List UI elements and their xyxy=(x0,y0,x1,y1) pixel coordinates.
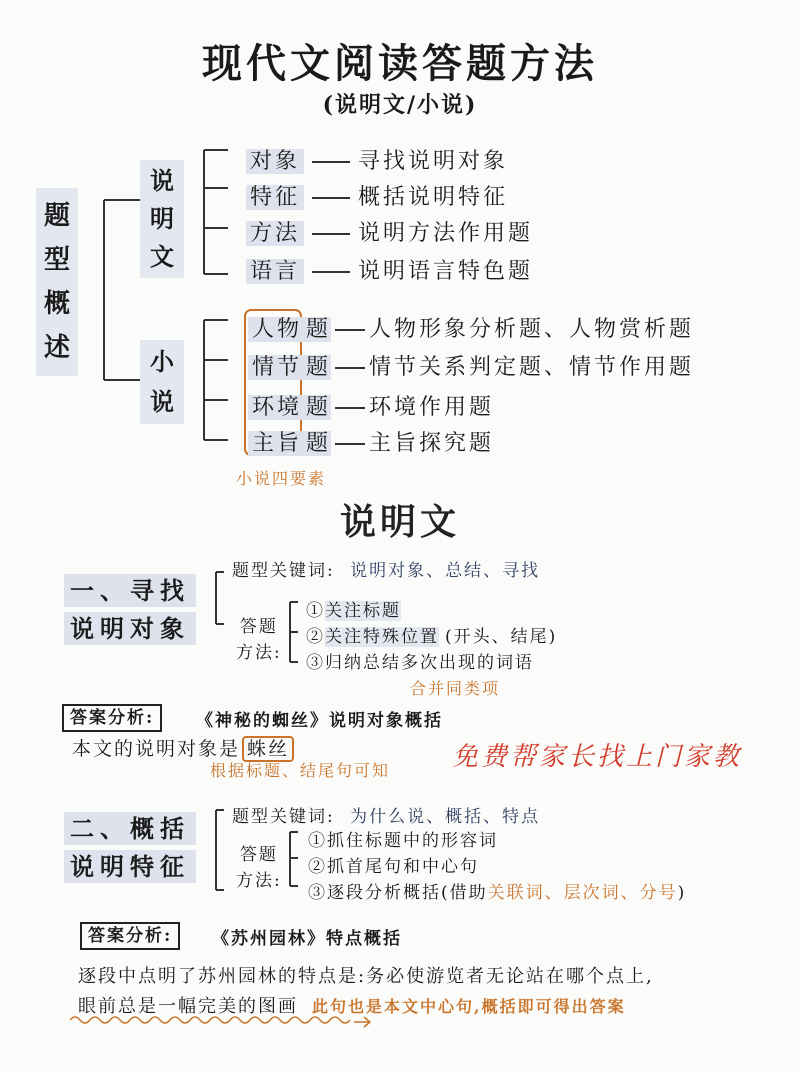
sec2-title-line: 二、概括 xyxy=(60,810,200,848)
fiction-item xyxy=(248,390,494,421)
fiction-label xyxy=(140,340,184,424)
wavy-underline xyxy=(70,1012,770,1032)
expository-char: 说 xyxy=(150,166,174,195)
sec1-title-line: 说明对象 xyxy=(60,610,200,648)
dash xyxy=(312,161,350,163)
item-desc: 环境作用题 xyxy=(369,395,495,420)
sec2-answer-source: 《苏州园林》特点概括 xyxy=(212,929,402,949)
item-suffix: 题 xyxy=(306,317,332,342)
sec2-method-label: 答题 方法: xyxy=(236,845,282,891)
expository-char: 文 xyxy=(150,242,174,271)
fiction-item xyxy=(248,312,694,343)
dash xyxy=(312,233,350,235)
sec2-step: ①抓住标题中的形容词 xyxy=(308,831,498,851)
item-desc: 情节关系判定题、情节作用题 xyxy=(369,355,695,380)
expository-item xyxy=(246,144,508,175)
page-subtitle: (说明文/小说) xyxy=(322,92,478,118)
expository-item xyxy=(246,180,508,211)
overview-char: 型 xyxy=(43,245,70,275)
fiction-item xyxy=(248,350,694,381)
keywords-values: 为什么说、概括、特点 xyxy=(350,807,541,827)
overview-char: 概 xyxy=(43,289,70,319)
sec2-answer-note: 此句也是本文中心句,概括即可得出答案 xyxy=(312,997,626,1016)
sec1-step: ①关注标题 xyxy=(306,601,401,621)
sec1-step: ③归纳总结多次出现的词语 xyxy=(306,653,534,673)
fiction-char: 小 xyxy=(150,347,174,376)
keywords-label: 题型关键词: xyxy=(232,807,335,827)
item-term: 情节 xyxy=(248,355,306,380)
keywords-values: 说明对象、总结、寻找 xyxy=(350,561,541,581)
dash xyxy=(335,367,365,369)
sec1-step: ②关注特殊位置 (开头、结尾) xyxy=(306,627,558,647)
sec1-answer-text: 本文的说明对象是 蛛丝 xyxy=(72,734,294,761)
dash xyxy=(335,407,365,409)
item-suffix: 题 xyxy=(306,395,332,420)
dash xyxy=(312,197,350,199)
sec1-answer-label: 答案分析: xyxy=(62,704,162,732)
watermark-text: 免费帮家长找上门家教 xyxy=(452,742,743,772)
item-suffix: 题 xyxy=(306,431,332,456)
page-title: 现代文阅读答题方法 xyxy=(202,40,598,87)
sec2-answer-label: 答案分析: xyxy=(80,922,180,950)
keywords-label: 题型关键词: xyxy=(232,561,335,581)
dash xyxy=(312,271,350,273)
expository-char: 明 xyxy=(150,204,174,233)
overview-char: 述 xyxy=(43,333,70,363)
sec1-method-label: 答题 方法: xyxy=(236,617,282,663)
fiction-char: 说 xyxy=(150,387,174,416)
sec2-step: ②抓首尾句和中心句 xyxy=(308,857,479,877)
item-desc: 说明语言特色题 xyxy=(358,259,534,284)
item-term: 特征 xyxy=(246,185,304,210)
expository-label xyxy=(140,160,184,278)
sec1-title-line: 一、寻找 xyxy=(60,572,200,610)
sec2-title-line: 说明特征 xyxy=(60,848,200,886)
sec1-answer-source: 《神秘的蜘丝》说明对象概括 xyxy=(196,711,443,731)
dash xyxy=(335,443,365,445)
dash xyxy=(335,329,365,331)
item-term: 环境 xyxy=(248,395,306,420)
item-term: 人物 xyxy=(248,317,306,342)
item-desc: 寻找说明对象 xyxy=(358,149,509,174)
item-suffix: 题 xyxy=(306,355,332,380)
overview-char: 题 xyxy=(43,201,70,231)
item-term: 方法 xyxy=(246,221,304,246)
expository-item xyxy=(246,254,533,285)
section-heading: 说明文 xyxy=(339,501,460,543)
item-term: 对象 xyxy=(246,149,304,174)
sec2-answer-line2: 眼前总是一幅完美的图画 此句也是本文中心句,概括即可得出答案 xyxy=(78,996,626,1017)
sec2-step: ③逐段分析概括(借助关联词、层次词、分号) xyxy=(308,883,687,903)
item-term: 主旨 xyxy=(248,431,306,456)
answer-key: 蛛丝 xyxy=(242,736,294,762)
expository-item xyxy=(246,216,533,247)
item-desc: 说明方法作用题 xyxy=(358,221,534,246)
item-desc: 人物形象分析题、人物赏析题 xyxy=(369,317,695,342)
item-desc: 概括说明特征 xyxy=(358,185,509,210)
sec2-answer-line1: 逐段中点明了苏州园林的特点是:务必使游览者无论站在哪个点上, xyxy=(78,966,654,987)
item-desc: 主旨探究题 xyxy=(369,431,495,456)
fiction-item xyxy=(248,426,494,457)
fiction-note: 小说四要素 xyxy=(236,469,327,488)
sec1-answer-note: 根据标题、结尾句可知 xyxy=(210,761,391,780)
sec1-merge-note: 合并同类项 xyxy=(410,679,501,698)
item-term: 语言 xyxy=(246,259,304,284)
sec2-keywords xyxy=(232,802,540,827)
sec1-keywords xyxy=(232,556,540,581)
